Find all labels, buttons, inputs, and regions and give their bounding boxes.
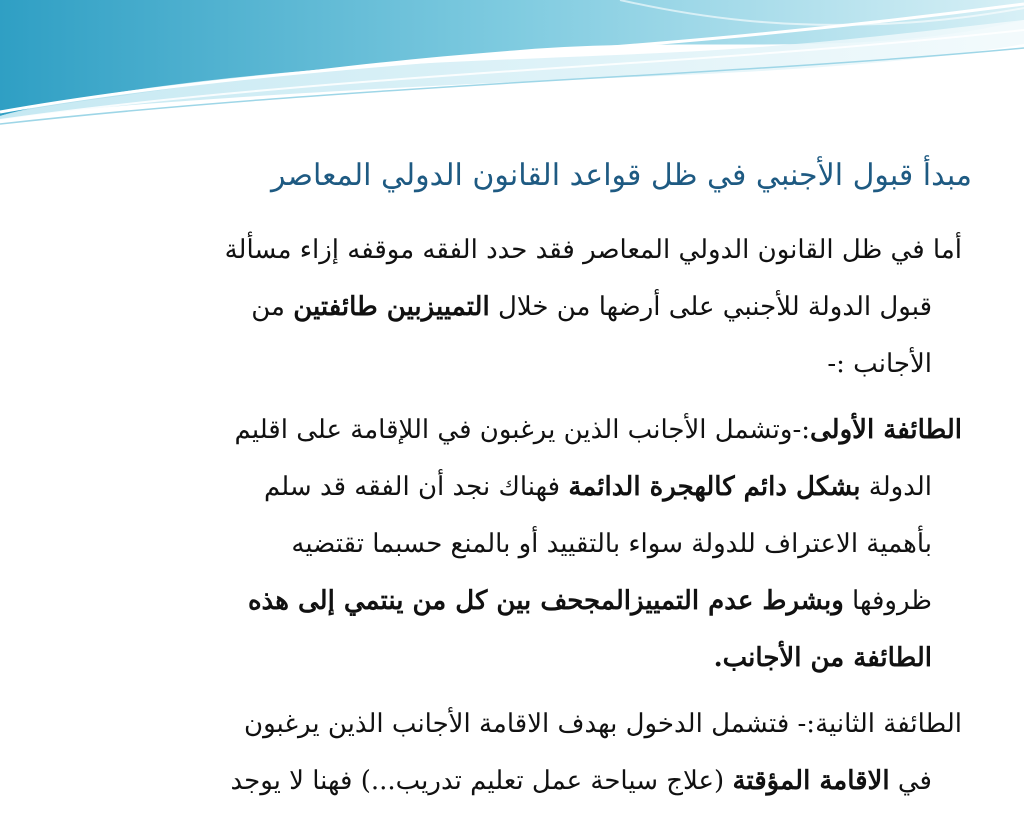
paragraph-line [72,402,962,459]
paragraph-first-group [72,402,962,687]
text-run: الدولة [860,472,932,502]
text-run: فهناك نجد أن الفقه قد سلم [263,472,569,502]
text-run: (علاج سياحة عمل تعليم تدريب...) فهنا لا يوجد [230,766,733,796]
text-run: ظروفها [843,586,932,616]
paragraph-intro [72,222,962,393]
paragraph-line [72,753,962,810]
bold-text-run: الطائفة من الأجانب. [713,643,932,673]
bold-text-run: الطائفة الأولى [810,415,962,445]
paragraph-line [72,630,962,687]
paragraph-line: الطائفة الثانية:- فتشمل الدخول بهدف الاقامة الأجانب الذين يرغبون [244,709,962,739]
text-run: من [251,292,294,322]
text-run: في [889,766,932,796]
decorative-wave-header [0,0,1024,130]
bold-text-run: وبشرط عدم التمييزالمجحف بين كل من ينتمي إلى هذه [247,586,844,616]
text-run: قبول الدولة للأجنبي على أرضها من خلال [489,292,932,322]
slide-title: مبدأ قبول الأجنبي في ظل قواعد القانون الدولي المعاصر [270,158,972,193]
paragraph-line: أما في ظل القانون الدولي المعاصر فقد حدد الفقه موقفه إزاء مسألة [224,235,962,265]
paragraph-line [72,573,962,630]
bold-text-run: بشكل دائم كالهجرة الدائمة [568,472,861,502]
slide-body [72,222,962,819]
bold-text-run: التمييزبين طائفتين [293,292,490,322]
paragraph-line [72,459,962,516]
paragraph-second-group [72,696,962,810]
text-run: :-وتشمل الأجانب الذين يرغبون في اللإقامة على اقليم [234,415,811,445]
paragraph-line: الأجانب :- [827,349,932,379]
paragraph-line: بأهمية الاعتراف للدولة سواء بالتقييد أو بالمنع حسبما تقتضيه [291,529,932,559]
bold-text-run: الاقامة المؤقتة [732,766,890,796]
paragraph-line [72,279,962,336]
